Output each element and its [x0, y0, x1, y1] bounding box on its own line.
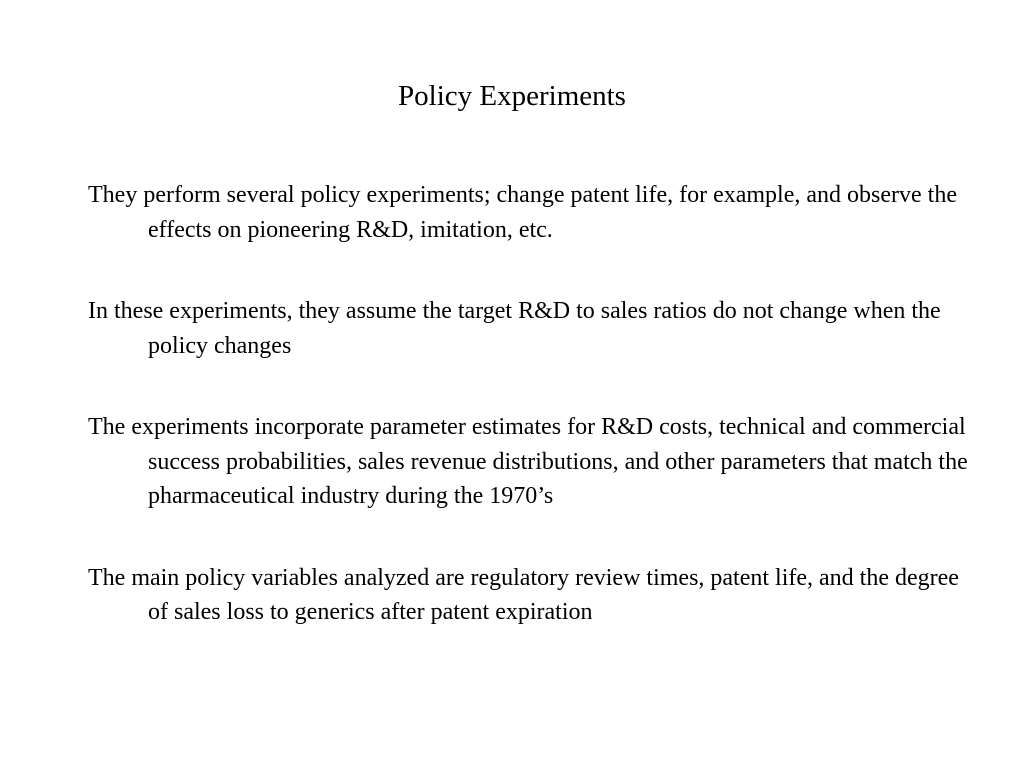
- paragraph-parameter-estimates: The experiments incorporate parameter estimates for R&D costs, technical and commercial success probabilities, sales revenue distributions, and other parameters that match the pharmaceutical industry during the 1970’s: [88, 414, 968, 509]
- paragraph-policy-variables: The main policy variables analyzed are regulatory review times, patent life, and the degree of sales loss to generics after patent expiration: [88, 564, 959, 625]
- slide-body: [88, 178, 968, 630]
- slide-title: Policy Experiments: [398, 80, 626, 112]
- paragraph-rd-sales-ratio-assumption: In these experiments, they assume the target R&D to sales ratios do not change when the policy changes: [88, 298, 941, 359]
- paragraph-patent-life-experiments: They perform several policy experiments; change patent life, for example, and observe the effects on pioneering R&D, imitation, etc.: [88, 182, 957, 243]
